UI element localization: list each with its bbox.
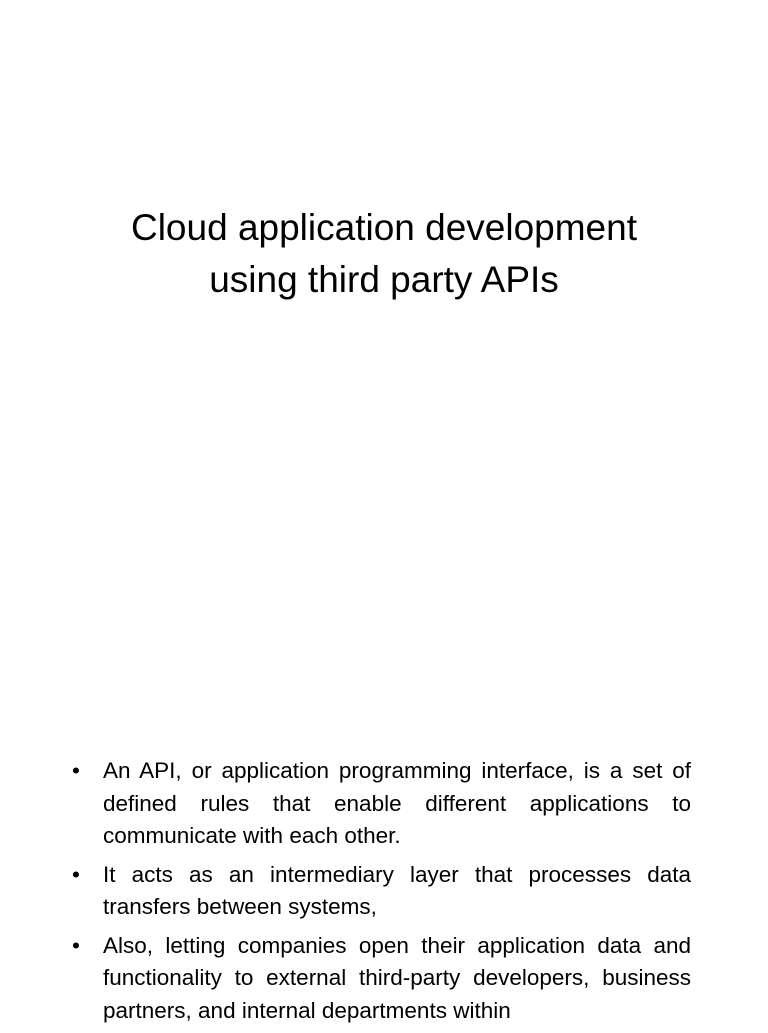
bullet-list xyxy=(72,755,691,1033)
slide-title-line: using third party APIs xyxy=(209,259,559,300)
bullet-icon: • xyxy=(72,861,80,887)
bullet-text: An API, or application programming interface, is a set of defined rules that enable different applications to communicate with each other. xyxy=(103,758,691,848)
slide-title-line: Cloud application development xyxy=(130,207,637,248)
slide-title xyxy=(60,202,708,306)
bullet-icon: • xyxy=(72,758,80,783)
bullet-icon: • xyxy=(72,932,80,958)
bullet-text: It acts as an intermediary layer that processes data transfers between systems, xyxy=(103,861,691,919)
list-item xyxy=(72,755,691,853)
list-item xyxy=(72,930,691,1028)
bullet-text: Also, letting companies open their application data and functionality to external third-party developers, business partners, and internal departments within xyxy=(103,932,691,1023)
list-item xyxy=(72,859,691,924)
